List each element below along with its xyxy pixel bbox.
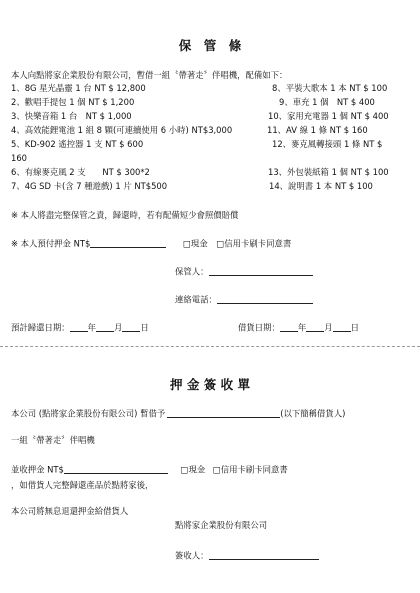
return-date-label: 預計歸還日期： — [11, 322, 70, 333]
item-14: 14、說明書 1 本 NT $ 100 — [269, 181, 373, 191]
lender-text: 本公司 (點將家企業股份有限公司) 暫借予 — [11, 408, 166, 419]
signer-row — [175, 550, 319, 560]
receipt-pay-card-option[interactable]: □信用卡刷卡同意書 — [212, 464, 288, 475]
signer-field[interactable] — [209, 550, 319, 560]
receipt-deposit-row — [11, 464, 288, 474]
custodian-field[interactable] — [209, 266, 313, 276]
item-6: 6、有線麥克風 2 支 NT $ 300*2 — [11, 167, 150, 177]
receipt-pay-cash-option[interactable]: □現金 — [180, 464, 206, 475]
deposit-amount-field[interactable] — [90, 238, 166, 248]
borrow-date-row — [238, 322, 359, 332]
item-8: 8、平裝大歌本 1 本 NT $ 100 — [272, 83, 388, 93]
phone-field[interactable] — [217, 294, 313, 304]
borrower-note: (以下簡稱借貨人) — [280, 408, 346, 419]
item-1: 1、8G 星光晶靈 1 台 NT $ 12,800 — [11, 83, 146, 93]
item-12-wrap: 160 — [11, 153, 27, 163]
deposit-row — [11, 238, 291, 248]
month-label: 月 — [324, 322, 333, 333]
cut-line-divider — [0, 346, 420, 347]
return-month-field[interactable] — [96, 322, 114, 332]
borrower-name-field[interactable] — [167, 408, 280, 418]
item-5: 5、KD-902 遙控器 1 支 NT $ 600 — [11, 139, 144, 149]
item-10: 10、家用充電器 1 個 NT $ 400 — [268, 111, 389, 121]
receipt-title: 押 金 簽 收 單 — [170, 377, 250, 392]
signer-label: 簽收人： — [175, 550, 209, 561]
receipt-line-5: 本公司將無息退還押金給借貨人 — [11, 506, 129, 516]
borrow-day-field[interactable] — [333, 322, 351, 332]
receipt-line-2: 一組〝帶著走〞伴唱機 — [11, 435, 95, 445]
phone-row — [175, 294, 313, 304]
item-12: 12、麥克風轉接頭 1 條 NT $ — [272, 139, 383, 149]
return-year-field[interactable] — [70, 322, 88, 332]
custodian-label: 保管人： — [175, 266, 209, 277]
borrow-year-field[interactable] — [280, 322, 298, 332]
borrow-date-label: 借貨日期： — [238, 322, 280, 333]
return-date-row — [11, 322, 149, 332]
compensation-note: ※ 本人將盡完整保管之責，歸還時，若有配備短少會照價賠償 — [11, 210, 239, 220]
receipt-deposit-field[interactable] — [64, 464, 168, 474]
day-label: 日 — [350, 322, 359, 333]
month-label: 月 — [114, 322, 123, 333]
item-4: 4、高效能鋰電池 1 組 8 顆(可連續使用 6 小時) NT$3,000 — [11, 125, 233, 135]
item-13: 13、外包裝紙箱 1 個 NT $ 100 — [268, 167, 389, 177]
item-7: 7、4G SD 卡(含 7 種遊戲) 1 片 NT$500 — [11, 181, 168, 191]
borrow-month-field[interactable] — [306, 322, 324, 332]
item-11: 11、AV 線 1 條 NT $ 160 — [267, 125, 368, 135]
year-label: 年 — [87, 322, 96, 333]
receipt-deposit-label: 並收押金 NT$ — [11, 464, 64, 475]
pay-card-option[interactable]: □信用卡刷卡同意書 — [216, 238, 292, 249]
receipt-line-1 — [11, 408, 345, 418]
receipt-line-4: ，如借貨人完整歸還產品於點將家後， — [11, 480, 154, 490]
day-label: 日 — [140, 322, 149, 333]
custody-title: 保 管 條 — [178, 38, 242, 53]
deposit-label: ※ 本人預付押金 NT$ — [11, 238, 91, 249]
receipt-company: 點將家企業股份有限公司 — [175, 520, 268, 530]
item-3: 3、快樂音箱 1 台 NT $ 1,000 — [11, 111, 132, 121]
return-day-field[interactable] — [122, 322, 140, 332]
year-label: 年 — [297, 322, 307, 333]
pay-cash-option[interactable]: □現金 — [182, 238, 208, 249]
custody-intro: 本人向點將家企業股份有限公司，暫借一組〝帶著走〞伴唱機，配備如下： — [11, 70, 288, 80]
custodian-row — [175, 266, 313, 276]
phone-label: 連絡電話： — [175, 294, 217, 305]
item-9: 9、車充 1 個 NT $ 400 — [279, 97, 375, 107]
item-2: 2、歡唱手提包 1 個 NT $ 1,200 — [11, 97, 135, 107]
